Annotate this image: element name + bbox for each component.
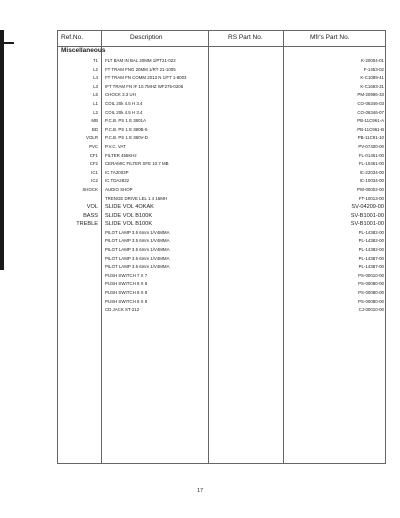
cell-mfr-part-no: PL-14387-00 bbox=[358, 255, 384, 261]
cell-ref-no: BASS bbox=[83, 212, 98, 219]
table-row bbox=[58, 169, 385, 178]
cell-mfr-part-no: K-C1693-31 bbox=[360, 83, 384, 89]
cell-mfr-part-no: PS-00010-00 bbox=[358, 272, 384, 278]
table-row bbox=[58, 203, 385, 212]
cell-description: PUSH SWITCH 8 X 8 bbox=[105, 298, 148, 304]
cell-ref-no: VOL bbox=[86, 204, 98, 211]
table-row bbox=[58, 134, 385, 143]
cell-description: CHOCK 3.3 UH bbox=[105, 92, 136, 98]
table-row bbox=[58, 160, 385, 169]
cell-mfr-part-no: PL-14382-00 bbox=[358, 229, 384, 235]
table-row bbox=[58, 246, 385, 255]
table-row bbox=[58, 117, 385, 126]
cell-description: FT TRAM FN COMM 2013 N 1/FT 1-8003 bbox=[105, 75, 187, 81]
cell-mfr-part-no: SV-04209-00 bbox=[351, 204, 384, 211]
cell-description: IC TA2003P bbox=[105, 169, 129, 175]
cell-mfr-part-no: K-C1089-41 bbox=[360, 75, 384, 81]
table-row bbox=[58, 212, 385, 221]
cell-mfr-part-no: PB-11C961-B bbox=[357, 126, 384, 132]
cell-description: FT TRAM FNG 20MM 1/RT 21-1005 bbox=[105, 66, 176, 72]
cell-ref-no: MB bbox=[91, 118, 98, 124]
cell-description: P.C.B. PS 1 E 3801A bbox=[105, 118, 146, 124]
table-row bbox=[58, 83, 385, 92]
table-row bbox=[58, 57, 385, 66]
cell-description: COIL 20k 4.5 H 3.4 bbox=[105, 100, 143, 106]
table-rows bbox=[58, 57, 385, 315]
cell-mfr-part-no: IC-10034-00 bbox=[359, 178, 384, 184]
cell-description: CD JACK ST-212 bbox=[105, 307, 140, 313]
table-header bbox=[58, 31, 385, 47]
header-description: Description bbox=[130, 34, 163, 41]
cell-mfr-part-no: PV-07400-00 bbox=[358, 143, 384, 149]
table-row bbox=[58, 280, 385, 289]
table-row bbox=[58, 74, 385, 83]
cell-mfr-part-no: PB-11C961-A bbox=[357, 118, 384, 124]
cell-description: TRENGE DRIVE LEL 1 4 16MH bbox=[105, 195, 168, 201]
cell-mfr-part-no: PM-20996-33 bbox=[357, 92, 384, 98]
cell-mfr-part-no: FL-10461-00 bbox=[358, 161, 384, 167]
cell-description: PILOT LAMP 3.5 6mm 1/V4MMA bbox=[105, 229, 170, 235]
cell-description: SLIDE VOL B100K bbox=[105, 221, 153, 228]
cell-description: FILTER 455KHz bbox=[105, 152, 137, 158]
table-row bbox=[58, 100, 385, 109]
cell-description: PUSH SWITCH 8 X 8 bbox=[105, 281, 148, 287]
cell-mfr-part-no: K-20004-01 bbox=[361, 58, 384, 63]
cell-description: PILOT LAMP 3.5 6mm 1/V4MMA bbox=[105, 238, 170, 244]
cell-description: SLIDE VOL B100K bbox=[105, 212, 153, 219]
cell-mfr-part-no: FT-10013-00 bbox=[358, 195, 384, 201]
header-mfr-part-no: Mfr's Part No. bbox=[310, 34, 350, 41]
cell-ref-no: CF1 bbox=[89, 152, 98, 158]
cell-description: P.C.B. PS 1 E 380B-5 bbox=[105, 126, 148, 132]
cell-ref-no: IC2 bbox=[91, 178, 98, 184]
cell-description: SLIDE VOL 4OKAK bbox=[105, 204, 154, 211]
page-number: 17 bbox=[196, 488, 204, 494]
cell-description: FLT BAM IN BAL 20MM 1/PT21-022 bbox=[105, 58, 176, 63]
header-rs-part-no: RS Part No. bbox=[228, 34, 263, 41]
table-row bbox=[58, 220, 385, 229]
cell-mfr-part-no: PL-14382-00 bbox=[358, 247, 384, 253]
header-ref-no: Ref.No. bbox=[61, 34, 84, 41]
table-row bbox=[58, 237, 385, 246]
cell-ref-no: CF2 bbox=[89, 161, 98, 167]
cell-description: P.C.B. PS 1 E 380V-D bbox=[105, 135, 148, 141]
table-row bbox=[58, 272, 385, 281]
cell-ref-no: L3 bbox=[93, 83, 98, 89]
cell-ref-no: TREBLE bbox=[76, 221, 98, 228]
cell-description: PILOT LAMP 3.5 6mm 1/V4MMA bbox=[105, 255, 170, 261]
cell-ref-no: SHOCK bbox=[82, 186, 98, 192]
cell-mfr-part-no: PB-11C91-10 bbox=[357, 135, 384, 141]
parts-table bbox=[57, 30, 386, 464]
cell-description: PUSH SWITCH 7 X 7 bbox=[105, 272, 148, 278]
section-title: Miscellaneous bbox=[61, 47, 106, 54]
cell-description: PUSH SWITCH 8 X 8 bbox=[105, 290, 148, 296]
cell-ref-no: PVC bbox=[88, 143, 98, 149]
table-row bbox=[58, 152, 385, 161]
cell-mfr-part-no: CO-06346-07 bbox=[357, 109, 384, 115]
binder-mark bbox=[0, 42, 14, 44]
cell-description: P.V.C. VAT bbox=[105, 143, 126, 149]
table-row bbox=[58, 255, 385, 264]
cell-ref-no: L2 bbox=[93, 66, 98, 72]
table-row bbox=[58, 289, 385, 298]
table-row bbox=[58, 126, 385, 135]
cell-ref-no: IC1 bbox=[91, 169, 98, 175]
cell-description: IC TDA2822 bbox=[105, 178, 130, 184]
cell-mfr-part-no: PS-00080-00 bbox=[358, 298, 384, 304]
cell-mfr-part-no: FL-01461-00 bbox=[358, 152, 384, 158]
cell-ref-no: L5 bbox=[93, 92, 98, 98]
cell-mfr-part-no: PW-00002-00 bbox=[356, 186, 384, 192]
cell-ref-no: VOLR bbox=[86, 135, 98, 141]
table-row bbox=[58, 263, 385, 272]
cell-mfr-part-no: SV-B1001-00 bbox=[350, 212, 384, 219]
cell-mfr-part-no: CJ-00010-00 bbox=[358, 307, 384, 313]
table-row bbox=[58, 306, 385, 315]
cell-ref-no: L4 bbox=[93, 75, 98, 81]
table-row bbox=[58, 143, 385, 152]
cell-ref-no: T1 bbox=[92, 58, 98, 63]
cell-mfr-part-no: IC-22034-00 bbox=[359, 169, 384, 175]
cell-description: CERAMIC FILTER SFE 10.7 MB bbox=[105, 161, 169, 167]
cell-description: AUDIO SHOP bbox=[105, 186, 133, 192]
cell-mfr-part-no: CO-06346-03 bbox=[357, 100, 384, 106]
table-row bbox=[58, 91, 385, 100]
table-row bbox=[58, 177, 385, 186]
cell-ref-no: L1 bbox=[93, 100, 98, 106]
cell-ref-no: L2 bbox=[93, 109, 98, 115]
table-row bbox=[58, 66, 385, 75]
cell-description: PILOT LAMP 3.5 6mm 1/V4MMA bbox=[105, 247, 170, 253]
table-row bbox=[58, 195, 385, 204]
cell-mfr-part-no: PL-14382-00 bbox=[358, 238, 384, 244]
cell-mfr-part-no: PS-00080-00 bbox=[358, 290, 384, 296]
cell-description: COIL 20k 4.5 H 3.4 bbox=[105, 109, 143, 115]
cell-mfr-part-no: F-1453-02 bbox=[363, 66, 384, 72]
cell-mfr-part-no: PL-14387-00 bbox=[358, 264, 384, 270]
table-row bbox=[58, 186, 385, 195]
cell-mfr-part-no: SV-B1001-00 bbox=[350, 221, 384, 228]
cell-mfr-part-no: PS-00080-00 bbox=[358, 281, 384, 287]
table-row bbox=[58, 298, 385, 307]
cell-ref-no: BD bbox=[91, 126, 98, 132]
cell-description: IFT TRAM FN IF 10.7MHZ WF275-0206 bbox=[105, 83, 184, 89]
binder-edge bbox=[0, 30, 4, 270]
table-row bbox=[58, 109, 385, 118]
table-row bbox=[58, 229, 385, 238]
cell-description: PILOT LAMP 3.5 6mm 1/V4MMA bbox=[105, 264, 170, 270]
